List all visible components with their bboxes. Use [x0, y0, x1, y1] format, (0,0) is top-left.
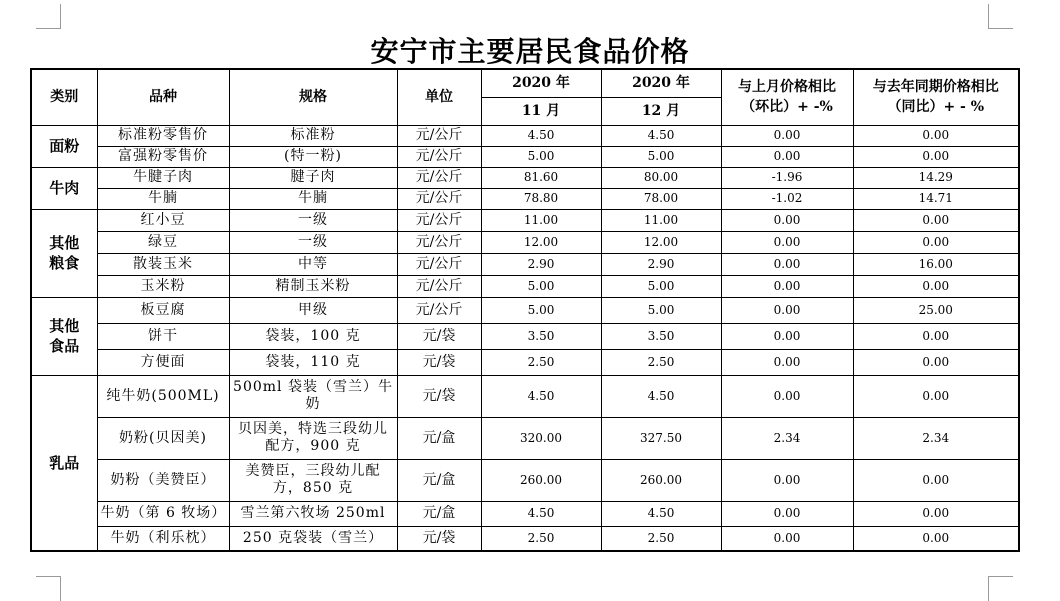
page-corner-bottom-left	[36, 576, 61, 601]
cell-unit: 元/袋	[397, 526, 481, 551]
table-row	[31, 125, 1019, 146]
cell-dec-price: 2.50	[601, 349, 721, 375]
cell-yoy: 0.00	[853, 501, 1019, 526]
cell-variety: 绿豆	[97, 231, 229, 253]
cell-dec-price: 80.00	[601, 167, 721, 188]
cell-nov-price: 4.50	[481, 125, 601, 146]
cell-variety: 红小豆	[97, 209, 229, 231]
cell-dec-price: 5.00	[601, 275, 721, 297]
table-row	[31, 501, 1019, 526]
cell-nov-price: 11.00	[481, 209, 601, 231]
category-other-food-line1: 其他	[49, 317, 80, 335]
page-title: 安宁市主要居民食品价格	[370, 35, 690, 68]
cell-mom: 0.00	[721, 459, 853, 501]
table-row	[31, 167, 1019, 188]
cell-yoy: 0.00	[853, 349, 1019, 375]
page-corner-top-left	[36, 4, 61, 29]
cell-spec: 袋装，110 克	[229, 349, 397, 375]
category-dairy: 乳品	[31, 375, 97, 551]
cell-mom: 0.00	[721, 275, 853, 297]
cell-unit: 元/公斤	[397, 297, 481, 323]
category-other-food-line2: 食品	[49, 337, 80, 355]
cell-yoy: 14.29	[853, 167, 1019, 188]
table-row	[31, 231, 1019, 253]
cell-unit: 元/公斤	[397, 275, 481, 297]
header-row-1	[31, 69, 1019, 97]
cell-spec: 250 克袋装（雪兰）	[229, 526, 397, 551]
cell-dec-price: 5.00	[601, 146, 721, 167]
cell-yoy: 25.00	[853, 297, 1019, 323]
cell-dec-price: 4.50	[601, 501, 721, 526]
page-corner-bottom-right	[988, 576, 1013, 601]
header-variety: 品种	[97, 69, 229, 125]
cell-variety: 玉米粉	[97, 275, 229, 297]
cell-variety: 牛奶（第 6 牧场）	[97, 501, 229, 526]
cell-yoy: 0.00	[853, 375, 1019, 417]
cell-mom: 0.00	[721, 323, 853, 349]
cell-yoy: 0.00	[853, 275, 1019, 297]
cell-mom: 0.00	[721, 125, 853, 146]
cell-variety: 奶粉（美赞臣）	[97, 459, 229, 501]
cell-yoy: 0.00	[853, 231, 1019, 253]
cell-yoy: 0.00	[853, 146, 1019, 167]
cell-mom: -1.96	[721, 167, 853, 188]
category-flour: 面粉	[31, 125, 97, 167]
cell-nov-price: 3.50	[481, 323, 601, 349]
cell-yoy: 14.71	[853, 188, 1019, 209]
category-other-grain-line1: 其他	[49, 234, 80, 252]
cell-variety: 方便面	[97, 349, 229, 375]
category-other-grain	[31, 209, 97, 297]
cell-nov-price: 5.00	[481, 146, 601, 167]
header-nov-year: 2020 年	[481, 69, 601, 97]
cell-spec: 标准粉	[229, 125, 397, 146]
cell-variety: 富强粉零售价	[97, 146, 229, 167]
cell-unit: 元/公斤	[397, 167, 481, 188]
table-row	[31, 417, 1019, 459]
cell-mom: -1.02	[721, 188, 853, 209]
cell-nov-price: 260.00	[481, 459, 601, 501]
cell-mom: 0.00	[721, 526, 853, 551]
cell-dec-price: 2.50	[601, 526, 721, 551]
header-yoy-line1: 与去年同期价格相比	[872, 79, 999, 96]
table-row	[31, 188, 1019, 209]
cell-spec: 雪兰第六牧场 250ml	[229, 501, 397, 526]
cell-dec-price: 5.00	[601, 297, 721, 323]
cell-unit: 元/袋	[397, 375, 481, 417]
category-beef: 牛肉	[31, 167, 97, 209]
cell-dec-price: 327.50	[601, 417, 721, 459]
cell-variety: 饼干	[97, 323, 229, 349]
cell-yoy: 0.00	[853, 209, 1019, 231]
cell-spec: 贝因美，特选三段幼儿配方，900 克	[229, 417, 397, 459]
cell-mom: 0.00	[721, 501, 853, 526]
cell-spec: 牛腩	[229, 188, 397, 209]
cell-spec: 一级	[229, 209, 397, 231]
cell-spec: (特一粉)	[229, 146, 397, 167]
cell-spec: 500ml 袋装（雪兰）牛奶	[229, 375, 397, 417]
cell-spec: 一级	[229, 231, 397, 253]
table-row	[31, 459, 1019, 501]
header-yoy	[853, 69, 1019, 125]
cell-spec: 甲级	[229, 297, 397, 323]
cell-nov-price: 2.50	[481, 526, 601, 551]
cell-yoy: 2.34	[853, 417, 1019, 459]
table-row	[31, 146, 1019, 167]
cell-mom: 0.00	[721, 146, 853, 167]
cell-spec: 袋装，100 克	[229, 323, 397, 349]
cell-nov-price: 2.50	[481, 349, 601, 375]
cell-unit: 元/公斤	[397, 231, 481, 253]
cell-nov-price: 4.50	[481, 375, 601, 417]
cell-variety: 牛腱子肉	[97, 167, 229, 188]
header-spec: 规格	[229, 69, 397, 125]
cell-mom: 0.00	[721, 297, 853, 323]
cell-mom: 0.00	[721, 209, 853, 231]
cell-unit: 元/公斤	[397, 146, 481, 167]
header-category: 类别	[31, 69, 97, 125]
cell-nov-price: 2.90	[481, 253, 601, 275]
cell-variety: 牛奶（利乐枕）	[97, 526, 229, 551]
header-unit: 单位	[397, 69, 481, 125]
cell-spec: 美赞臣，三段幼儿配方，850 克	[229, 459, 397, 501]
table-row	[31, 297, 1019, 323]
header-dec-month: 12 月	[601, 97, 721, 125]
cell-dec-price: 2.90	[601, 253, 721, 275]
cell-nov-price: 320.00	[481, 417, 601, 459]
cell-mom: 2.34	[721, 417, 853, 459]
cell-variety: 牛腩	[97, 188, 229, 209]
cell-unit: 元/公斤	[397, 209, 481, 231]
table-row	[31, 323, 1019, 349]
cell-nov-price: 81.60	[481, 167, 601, 188]
cell-nov-price: 5.00	[481, 275, 601, 297]
cell-yoy: 0.00	[853, 125, 1019, 146]
cell-unit: 元/公斤	[397, 125, 481, 146]
cell-dec-price: 12.00	[601, 231, 721, 253]
header-mom	[721, 69, 853, 125]
cell-unit: 元/盒	[397, 417, 481, 459]
cell-nov-price: 78.80	[481, 188, 601, 209]
cell-mom: 0.00	[721, 349, 853, 375]
cell-nov-price: 12.00	[481, 231, 601, 253]
cell-spec: 腱子肉	[229, 167, 397, 188]
cell-unit: 元/袋	[397, 323, 481, 349]
cell-variety: 纯牛奶(500ML)	[97, 375, 229, 417]
cell-yoy: 0.00	[853, 323, 1019, 349]
cell-dec-price: 11.00	[601, 209, 721, 231]
cell-unit: 元/盒	[397, 501, 481, 526]
cell-unit: 元/公斤	[397, 253, 481, 275]
header-yoy-line2: （同比）+ - %	[887, 99, 985, 116]
header-mom-line2: （环比）+ -%	[741, 99, 833, 116]
cell-yoy: 0.00	[853, 459, 1019, 501]
category-other-food	[31, 297, 97, 375]
table-row	[31, 349, 1019, 375]
table-row	[31, 253, 1019, 275]
cell-spec: 精制玉米粉	[229, 275, 397, 297]
cell-variety: 散装玉米	[97, 253, 229, 275]
cell-variety: 奶粉(贝因美)	[97, 417, 229, 459]
header-mom-line1: 与上月价格相比	[738, 79, 836, 96]
cell-spec: 中等	[229, 253, 397, 275]
cell-nov-price: 5.00	[481, 297, 601, 323]
cell-variety: 板豆腐	[97, 297, 229, 323]
header-dec-year: 2020 年	[601, 69, 721, 97]
cell-dec-price: 3.50	[601, 323, 721, 349]
category-other-grain-line2: 粮食	[49, 254, 80, 272]
cell-variety: 标准粉零售价	[97, 125, 229, 146]
cell-dec-price: 4.50	[601, 375, 721, 417]
cell-mom: 0.00	[721, 231, 853, 253]
cell-yoy: 0.00	[853, 526, 1019, 551]
cell-dec-price: 260.00	[601, 459, 721, 501]
cell-yoy: 16.00	[853, 253, 1019, 275]
cell-dec-price: 78.00	[601, 188, 721, 209]
cell-mom: 0.00	[721, 375, 853, 417]
table-row	[31, 275, 1019, 297]
page-corner-top-right	[988, 4, 1013, 29]
cell-mom: 0.00	[721, 253, 853, 275]
price-table	[30, 68, 1020, 552]
table-row	[31, 209, 1019, 231]
table-row	[31, 526, 1019, 551]
cell-dec-price: 4.50	[601, 125, 721, 146]
cell-unit: 元/公斤	[397, 188, 481, 209]
header-nov-month: 11 月	[481, 97, 601, 125]
table-row	[31, 375, 1019, 417]
cell-unit: 元/袋	[397, 349, 481, 375]
cell-unit: 元/盒	[397, 459, 481, 501]
cell-nov-price: 4.50	[481, 501, 601, 526]
